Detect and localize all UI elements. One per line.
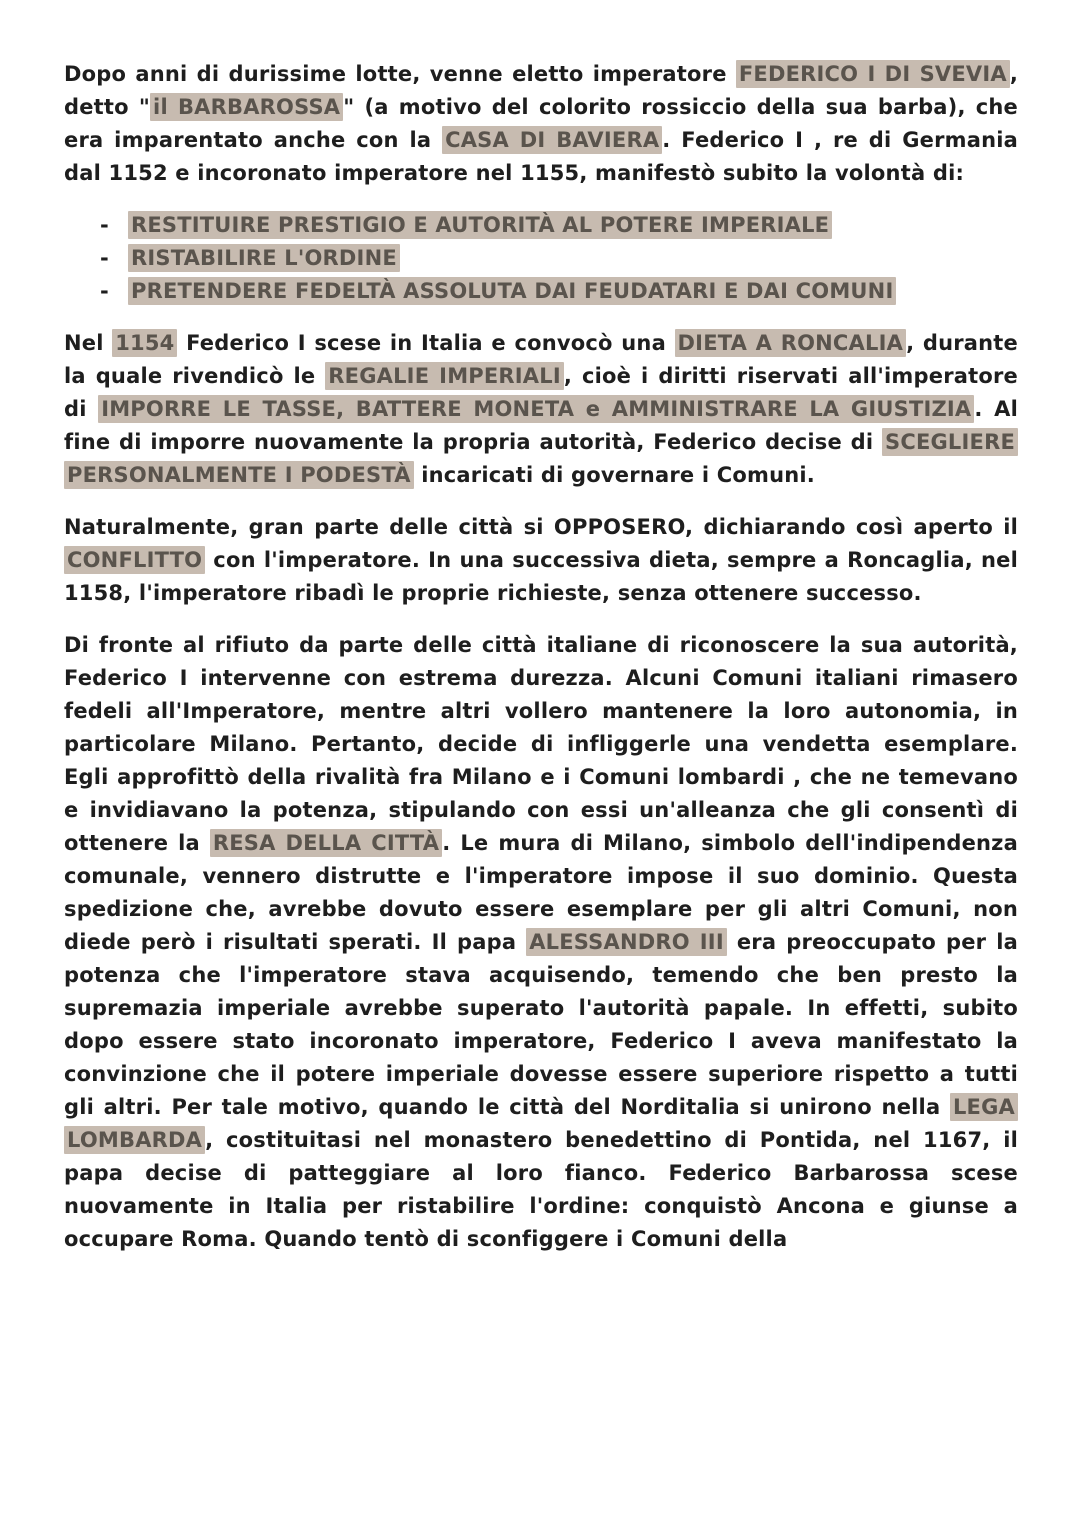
highlighted-text: 1154 (112, 329, 177, 357)
paragraph (64, 629, 1018, 1256)
highlighted-text: PRETENDERE FEDELTÀ ASSOLUTA DAI FEUDATARI E DAI COMUNI (128, 277, 896, 305)
list-item-text (128, 242, 1018, 275)
text-run: Di fronte al rifiuto da parte delle città italiane di riconoscere la sua autorità, Federico I intervenne con estrema durezza. Alcuni Comuni italiani rimasero fedeli all'Imperatore, mentre altri vollero mantenere la loro autonomia, in particolare Milano. Pertanto, decide di infliggerle una vendetta esemplare. Egli approfittò della rivalità fra Milano e i Comuni lombardi , che ne temevano e invidiavano la potenza, stipulando con essi un'alleanza che gli consentì di ottenere la (64, 633, 1018, 855)
highlighted-text: CONFLITTO (64, 546, 205, 574)
highlighted-text: ALESSANDRO III (526, 928, 727, 956)
highlighted-text: CASA DI BAVIERA (442, 126, 662, 154)
highlighted-text: DIETA A RONCALIA (675, 329, 907, 357)
highlighted-text: il BARBAROSSA (150, 93, 343, 121)
text-run: Naturalmente, gran parte delle città si OPPOSERO, dichiarando così aperto il (64, 515, 1018, 539)
highlighted-text: SCEGLIERE PERSONALMENTE I PODESTÀ (64, 428, 1018, 489)
highlighted-text: REGALIE IMPERIALI (325, 362, 564, 390)
highlighted-text: RESA DELLA CITTÀ (210, 829, 442, 857)
bullet-list (64, 209, 1018, 308)
text-run: Dopo anni di durissime lotte, venne eletto imperatore (64, 62, 736, 86)
highlighted-text: RISTABILIRE L'ORDINE (128, 244, 400, 272)
list-item-text (128, 275, 1018, 308)
highlighted-text: IMPORRE LE TASSE, BATTERE MONETA e AMMINISTRARE LA GIUSTIZIA (98, 395, 974, 423)
highlighted-text: FEDERICO I DI SVEVIA (736, 60, 1010, 88)
list-item-text (128, 209, 1018, 242)
text-run: con l'imperatore. In una successiva dieta, sempre a Roncaglia, nel 1158, l'imperatore ribadì le proprie richieste, senza ottenere successo. (64, 548, 1018, 605)
list-item (64, 242, 1018, 275)
text-run: Nel (64, 331, 113, 355)
highlighted-text: LEGA LOMBARDA (64, 1093, 1018, 1154)
text-run: , durante la quale rivendicò le (64, 331, 1018, 388)
text-run: era preoccupato per la potenza che l'imperatore stava acquisendo, temendo che ben presto la supremazia imperiale avrebbe superato l'autorità papale. In effetti, subito dopo essere stato incoronato imperatore, Federico I aveva manifestato la convinzione che il potere imperiale dovesse essere superiore rispetto a tutti gli altri. Per tale motivo, quando le città del Norditalia si unirono nella (64, 930, 1019, 1119)
paragraph (64, 327, 1018, 492)
text-run: . Al fine di imporre nuovamente la propria autorità, Federico decise di (64, 397, 1018, 454)
text-run: Federico I scese in Italia e convocò una (177, 331, 675, 355)
text-run: , detto " (64, 62, 1018, 119)
list-item (64, 209, 1018, 242)
text-run: , cioè i diritti riservati all'imperatore di (64, 364, 1018, 421)
text-run: , costituitasi nel monastero benedettino di Pontida, nel 1167, il papa decise di patteggiare al loro fianco. Federico Barbarossa scese nuovamente in Italia per ristabilire l'ordine: conquistò Ancona e giunse a occupare Roma. Quando tentò di sconfiggere i Comuni della (64, 1128, 1018, 1251)
list-dash: - (100, 246, 109, 270)
text-run: . Federico I , re di Germania dal 1152 e incoronato imperatore nel 1155, manifestò subito la volontà di: (64, 128, 1018, 185)
list-dash: - (100, 279, 109, 303)
list-dash: - (100, 213, 109, 237)
text-run: " (a motivo del colorito rossiccio della sua barba), che era imparentato anche con la (64, 95, 1019, 152)
list-item (64, 275, 1018, 308)
highlighted-text: RESTITUIRE PRESTIGIO E AUTORITÀ AL POTERE IMPERIALE (128, 211, 832, 239)
text-run: incaricati di governare i Comuni. (413, 463, 815, 487)
paragraph (64, 58, 1018, 190)
text-run: . Le mura di Milano, simbolo dell'indipendenza comunale, vennero distrutte e l'imperatore impose il suo dominio. Questa spedizione che, avrebbe dovuto essere esemplare per gli altri Comuni, non diede però i risultati sperati. Il papa (64, 831, 1018, 954)
paragraph (64, 511, 1018, 610)
